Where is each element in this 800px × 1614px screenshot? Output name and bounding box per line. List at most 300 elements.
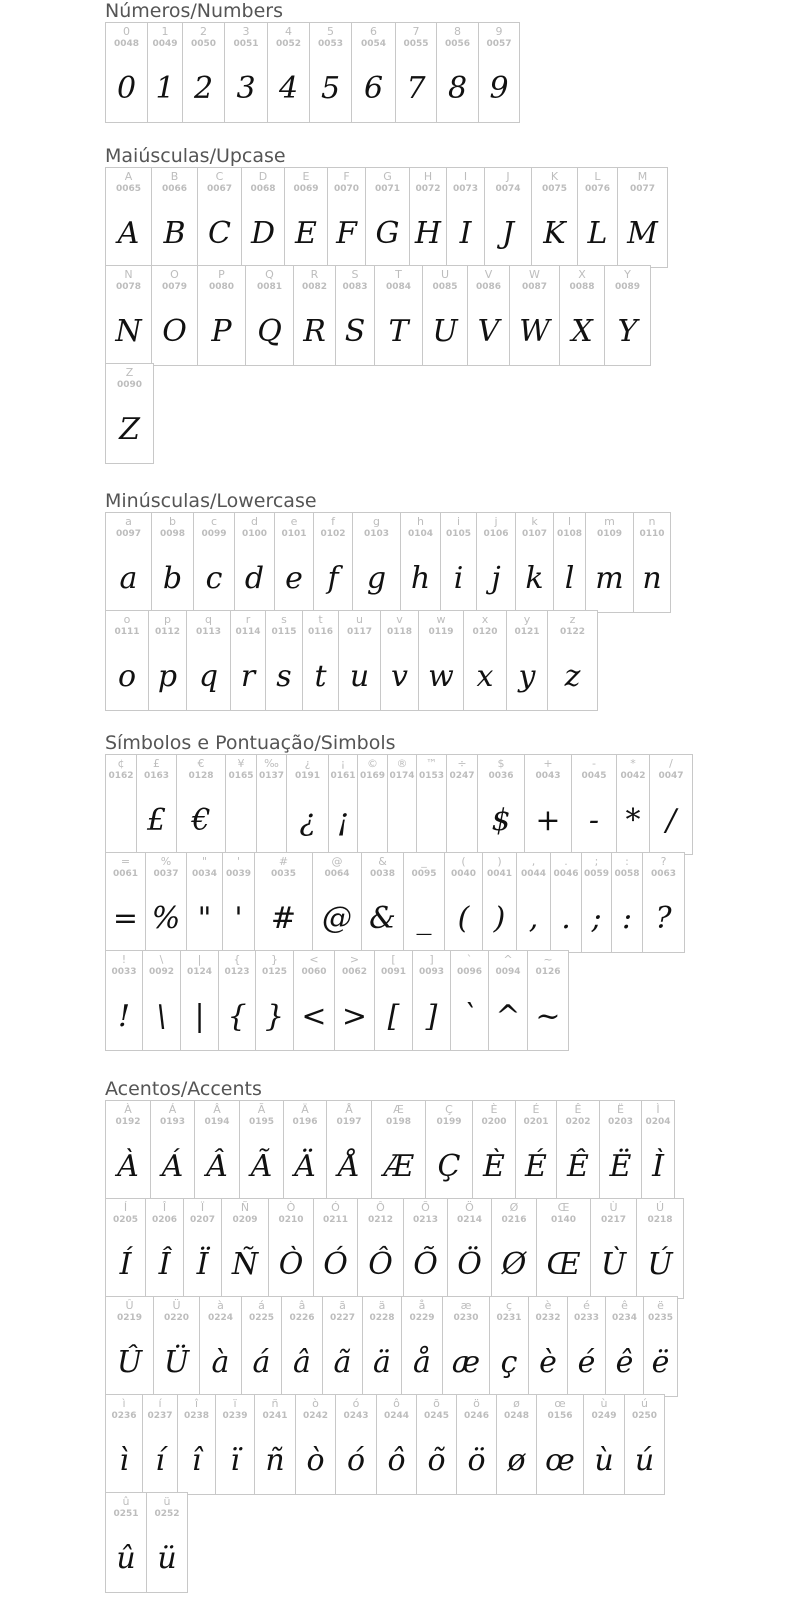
char-label: -	[592, 757, 596, 770]
char-label: \	[159, 953, 164, 966]
char-code: 0106	[483, 529, 509, 539]
char-label: f	[331, 515, 335, 528]
glyph-cell	[267, 22, 310, 123]
glyph-cell	[581, 852, 612, 953]
glyph-cell	[105, 1100, 151, 1201]
char-label: ©	[367, 757, 378, 770]
char-label: Î	[162, 1201, 167, 1214]
char-label: ï	[233, 1397, 237, 1410]
glyph-cell	[482, 852, 517, 953]
glyph-cell	[418, 610, 464, 711]
glyph-sample: ä	[373, 1345, 391, 1380]
glyph-sample: f	[327, 561, 339, 596]
glyph-sample: ú	[634, 1443, 655, 1478]
glyph-cell	[633, 512, 671, 613]
char-label: 3	[242, 25, 250, 38]
glyph-sample: e	[285, 561, 303, 596]
char-code: 0035	[270, 869, 297, 879]
char-code: 0105	[445, 529, 472, 539]
glyph-sample: v	[391, 659, 408, 694]
glyph-sample: à	[211, 1345, 230, 1380]
char-label: ¿	[304, 757, 311, 770]
glyph-cell	[105, 1198, 146, 1299]
char-code: 0194	[204, 1117, 230, 1127]
char-code: 0033	[111, 967, 137, 977]
glyph-cell	[218, 950, 256, 1051]
glyph-sample: ^	[495, 999, 521, 1034]
glyph-sample: }	[264, 999, 285, 1034]
char-code: 0192	[115, 1117, 141, 1127]
glyph-cell	[527, 950, 569, 1051]
char-code: 0193	[159, 1117, 186, 1127]
glyph-sample: J	[501, 216, 515, 251]
glyph-sample: d	[244, 561, 265, 596]
char-label: Ã	[257, 1103, 266, 1116]
char-code: 0038	[369, 869, 396, 879]
glyph-cell	[361, 852, 404, 953]
glyph-cell	[395, 22, 437, 123]
char-code: 0114	[235, 627, 261, 637]
glyph-sample: 0	[116, 71, 137, 106]
glyph-sample: ë	[651, 1345, 670, 1380]
char-label: Ê	[574, 1103, 582, 1116]
char-label: ]	[429, 953, 434, 966]
char-code: 0224	[207, 1313, 234, 1323]
glyph-sample: û	[116, 1541, 136, 1576]
char-code: 0153	[418, 771, 445, 781]
glyph-sample: Ä	[294, 1149, 316, 1184]
char-code: 0048	[113, 39, 140, 49]
char-code: 0163	[143, 771, 170, 781]
glyph-sample: ê	[615, 1345, 634, 1380]
char-code: 0229	[409, 1313, 435, 1323]
char-code: 0075	[541, 184, 568, 194]
char-label: )	[497, 855, 502, 868]
glyph-cell	[145, 1198, 184, 1299]
char-label: Æ	[393, 1103, 404, 1116]
glyph-cell	[241, 1296, 282, 1397]
glyph-cell	[571, 754, 617, 855]
glyph-sample: 8	[447, 71, 468, 106]
glyph-cell	[281, 1296, 323, 1397]
glyph-cell	[380, 610, 419, 711]
glyph-sample: C	[208, 216, 231, 251]
char-label: À	[124, 1103, 132, 1116]
glyph-cell	[295, 1394, 336, 1495]
char-code: 0211	[322, 1215, 349, 1225]
char-code: 0078	[115, 282, 142, 292]
char-label: œ	[554, 1397, 566, 1410]
char-code: 0243	[343, 1411, 369, 1421]
char-code: 0066	[161, 184, 188, 194]
char-label: Y	[624, 268, 631, 281]
glyph-cell	[400, 512, 441, 613]
char-code: 0128	[188, 771, 214, 781]
glyph-cell	[509, 265, 560, 366]
char-code: 0044	[520, 869, 547, 879]
glyph-sample: @	[322, 901, 352, 936]
glyph-sample: Ò	[278, 1247, 304, 1282]
glyph-cell	[151, 265, 198, 366]
char-label: ø	[513, 1397, 520, 1410]
char-label: :	[625, 855, 629, 868]
char-label: Ò	[286, 1201, 296, 1214]
glyph-cell	[145, 852, 187, 953]
glyph-sample: %	[151, 901, 181, 936]
glyph-sample: ù	[594, 1443, 614, 1478]
glyph-sample: K	[543, 216, 566, 251]
char-label: è	[544, 1299, 552, 1312]
char-label: @	[331, 855, 343, 868]
char-label: ¢	[117, 757, 125, 770]
char-code: 0249	[591, 1411, 617, 1421]
glyph-sample: y	[518, 659, 536, 694]
char-label: o	[123, 613, 131, 626]
char-code: 0120	[472, 627, 498, 637]
char-code: 0220	[163, 1313, 190, 1323]
glyph-sample: 1	[155, 71, 175, 106]
char-label: ¥	[237, 757, 245, 770]
glyph-sample: ì	[119, 1443, 129, 1478]
glyph-sample	[106, 799, 136, 843]
char-label: k	[531, 515, 538, 528]
glyph-cell	[194, 1100, 240, 1201]
char-label: w	[436, 613, 446, 626]
char-label: ò	[312, 1397, 319, 1410]
glyph-cell	[265, 610, 303, 711]
glyph-sample: ~	[535, 999, 561, 1034]
char-label: E	[302, 170, 310, 183]
glyph-cell	[105, 610, 149, 711]
char-code: 0065	[115, 184, 142, 194]
glyph-cell	[153, 1296, 200, 1397]
glyph-sample: Y	[617, 314, 638, 349]
char-label: Â	[213, 1103, 221, 1116]
glyph-sample: £	[146, 803, 167, 838]
glyph-cell	[409, 167, 447, 268]
glyph-sample: U	[432, 314, 458, 349]
char-label: {	[233, 953, 241, 966]
glyph-cell	[422, 265, 468, 366]
glyph-cell	[476, 512, 516, 613]
glyph-cell	[335, 1394, 377, 1495]
glyph-sample: R	[303, 314, 326, 349]
char-code: 0191	[294, 771, 321, 781]
glyph-sample: |	[194, 999, 205, 1034]
glyph-sample: P	[211, 314, 232, 349]
glyph-cell	[136, 754, 177, 855]
glyph-cell	[450, 950, 489, 1051]
glyph-sample: ¿	[299, 803, 316, 838]
glyph-cell	[583, 1394, 625, 1495]
glyph-cell	[326, 1100, 372, 1201]
char-label: %	[160, 855, 172, 868]
char-code: 0219	[116, 1313, 143, 1323]
glyph-cell	[467, 265, 510, 366]
char-label: í	[158, 1397, 162, 1410]
glyph-cell	[649, 754, 693, 855]
char-code: 0242	[302, 1411, 329, 1421]
char-label: à	[217, 1299, 224, 1312]
char-code: 0079	[161, 282, 188, 292]
char-label: 9	[495, 25, 503, 38]
char-label: É	[532, 1103, 540, 1116]
char-code: 0202	[565, 1117, 591, 1127]
char-code: 0124	[186, 967, 213, 977]
glyph-cell	[177, 1394, 216, 1495]
glyph-cell	[616, 754, 650, 855]
char-code: 0123	[224, 967, 250, 977]
char-code: 0071	[374, 184, 401, 194]
glyph-cell	[327, 167, 366, 268]
glyph-cell	[105, 1394, 143, 1495]
glyph-cell	[328, 754, 358, 855]
glyph-sample: Å	[338, 1149, 360, 1184]
glyph-sample: x	[476, 659, 494, 694]
char-code: 0096	[456, 967, 483, 977]
glyph-cell	[105, 512, 152, 613]
char-code: 0103	[363, 529, 390, 539]
char-label: Ù	[609, 1201, 618, 1214]
glyph-cell	[624, 1394, 665, 1495]
glyph-cell	[403, 1198, 448, 1299]
char-code: 0074	[495, 184, 521, 194]
char-code: 0087	[521, 282, 548, 292]
char-label: >	[349, 953, 360, 966]
glyph-cell	[524, 754, 572, 855]
char-label: =	[120, 855, 131, 868]
glyph-sample: í	[155, 1443, 165, 1478]
glyph-cell	[274, 512, 314, 613]
char-label: Õ	[421, 1201, 430, 1214]
char-code: 0067	[206, 184, 233, 194]
glyph-sample: .	[561, 901, 571, 936]
char-code: 0093	[418, 967, 445, 977]
glyph-sample: "	[197, 901, 212, 936]
glyph-cell	[335, 265, 375, 366]
glyph-cell	[416, 754, 447, 855]
glyph-cell	[148, 610, 187, 711]
char-label: 8	[454, 25, 461, 38]
char-label: g	[373, 515, 380, 528]
glyph-cell	[183, 1198, 222, 1299]
glyph-sample: ç	[500, 1345, 518, 1380]
char-label: Ç	[445, 1103, 453, 1116]
char-label: S	[351, 268, 359, 281]
glyph-sample: æ	[451, 1345, 481, 1380]
glyph-cell	[302, 610, 339, 711]
glyph-sample: ;	[591, 901, 602, 936]
char-code: 0101	[281, 529, 307, 539]
glyph-sample: H	[414, 216, 442, 251]
char-code: 0046	[553, 869, 579, 879]
glyph-sample: ï	[230, 1443, 240, 1478]
char-label: `	[466, 953, 473, 966]
char-label: K	[550, 170, 559, 183]
char-label: p	[164, 613, 171, 626]
glyph-sample: ö	[467, 1443, 486, 1478]
glyph-cell	[550, 852, 582, 953]
glyph-cell	[309, 22, 352, 123]
glyph-sample	[358, 799, 387, 843]
char-code: 0140	[550, 1215, 577, 1225]
glyph-sample: ó	[346, 1443, 366, 1478]
glyph-cell	[293, 950, 335, 1051]
glyph-cell	[221, 1198, 269, 1299]
char-label: Ñ	[240, 1201, 250, 1214]
char-label: â	[298, 1299, 306, 1312]
glyph-cell	[293, 265, 336, 366]
glyph-cell	[553, 512, 586, 613]
char-code: 0156	[547, 1411, 573, 1421]
char-label: Ö	[465, 1201, 474, 1214]
glyph-cell	[515, 512, 554, 613]
glyph-cell	[567, 1296, 606, 1397]
char-code: 0235	[647, 1313, 674, 1323]
char-code: 0226	[289, 1313, 315, 1323]
char-label: "	[201, 855, 208, 868]
char-label: Ï	[200, 1201, 205, 1214]
char-label: F	[343, 170, 350, 183]
char-code: 0238	[183, 1411, 210, 1421]
glyph-sample: E	[295, 216, 317, 251]
char-label: ã	[339, 1299, 346, 1312]
glyph-sample: Œ	[546, 1247, 581, 1282]
char-label: #	[278, 855, 289, 868]
glyph-sample: :	[621, 901, 633, 936]
char-label: ú	[641, 1397, 648, 1410]
glyph-sample: )	[493, 901, 506, 936]
char-label: Û	[125, 1299, 134, 1312]
char-label: /	[669, 757, 673, 770]
glyph-cell	[150, 1100, 195, 1201]
section-title-maiusculas-upcase: Maiúsculas/Upcase	[105, 145, 286, 167]
glyph-sample: \	[156, 999, 167, 1034]
glyph-cell	[488, 950, 528, 1051]
glyph-sample: Á	[161, 1149, 184, 1184]
glyph-cell	[146, 1492, 188, 1593]
glyph-cell	[186, 610, 231, 711]
char-code: 0099	[201, 529, 227, 539]
glyph-cell	[387, 754, 417, 855]
char-code: 0111	[114, 627, 140, 637]
glyph-cell	[506, 610, 548, 711]
char-label: å	[418, 1299, 426, 1312]
glyph-cell	[239, 1100, 284, 1201]
glyph-cell	[199, 1296, 242, 1397]
glyph-sample: €	[191, 803, 211, 838]
char-code: 0225	[248, 1313, 275, 1323]
glyph-sample: Õ	[413, 1247, 438, 1282]
char-code: 0245	[423, 1411, 450, 1421]
glyph-sample: $	[491, 803, 511, 838]
char-code: 0121	[514, 627, 540, 637]
char-label: t	[318, 613, 323, 626]
char-label: M	[637, 170, 648, 183]
glyph-sample: F	[336, 216, 357, 251]
char-code: 0085	[432, 282, 458, 292]
glyph-sample: +	[535, 803, 561, 838]
char-code: 0042	[620, 771, 646, 781]
char-label: _	[421, 855, 427, 868]
glyph-sample: ,	[528, 901, 539, 936]
char-label: 4	[285, 25, 292, 38]
glyph-sample: m	[595, 561, 624, 596]
char-label: W	[529, 268, 540, 281]
char-label: î	[194, 1397, 199, 1410]
char-label: ¡	[340, 757, 346, 770]
char-code: 0072	[415, 184, 441, 194]
char-label: (	[461, 855, 466, 868]
char-label: L	[594, 170, 601, 183]
glyph-sample: Ø	[501, 1247, 527, 1282]
glyph-cell	[225, 754, 257, 855]
char-label: ®	[396, 757, 408, 770]
char-code: 0234	[611, 1313, 638, 1323]
char-label: Å	[345, 1103, 353, 1116]
char-label: C	[215, 170, 224, 183]
char-label: y	[523, 613, 531, 626]
glyph-cell	[256, 754, 287, 855]
glyph-cell	[604, 265, 651, 366]
glyph-cell	[496, 1394, 537, 1495]
char-code: 0034	[191, 869, 218, 879]
glyph-cell	[215, 1394, 255, 1495]
char-label: &	[378, 855, 387, 868]
glyph-cell	[105, 852, 146, 953]
glyph-cell	[197, 167, 242, 268]
glyph-cell	[241, 167, 285, 268]
char-code: 0241	[262, 1411, 288, 1421]
glyph-cell	[362, 1296, 402, 1397]
glyph-sample: Ã	[250, 1149, 273, 1184]
char-label: ^	[503, 953, 513, 966]
char-label: Ó	[331, 1201, 340, 1214]
char-label: Ë	[617, 1103, 624, 1116]
char-label: ì	[122, 1397, 126, 1410]
glyph-cell	[234, 512, 275, 613]
char-code: 0117	[346, 627, 373, 637]
glyph-sample: p	[157, 659, 178, 694]
glyph-sample: ò	[306, 1443, 325, 1478]
glyph-cell	[357, 1198, 404, 1299]
glyph-cell	[440, 512, 477, 613]
char-label: Ø	[509, 1201, 519, 1214]
char-code: 0137	[258, 771, 285, 781]
glyph-sample: &	[369, 901, 396, 936]
char-label: |	[197, 953, 202, 966]
glyph-cell	[376, 1394, 417, 1495]
char-code: 0104	[407, 529, 434, 539]
glyph-cell	[254, 1394, 296, 1495]
glyph-cell	[605, 1296, 644, 1397]
glyph-cell	[491, 1198, 537, 1299]
char-code: 0232	[535, 1313, 561, 1323]
char-label: A	[124, 170, 133, 183]
char-label: Ú	[655, 1201, 665, 1214]
char-label: J	[506, 170, 510, 183]
glyph-sample: '	[234, 901, 243, 936]
glyph-cell	[401, 1296, 443, 1397]
glyph-cell	[536, 1394, 584, 1495]
glyph-cell	[254, 852, 313, 953]
glyph-cell	[142, 950, 181, 1051]
char-code: 0086	[475, 282, 502, 292]
glyph-sample: â	[293, 1345, 311, 1380]
glyph-cell	[559, 265, 605, 366]
glyph-sample: 2	[193, 71, 214, 106]
glyph-cell	[416, 1394, 457, 1495]
